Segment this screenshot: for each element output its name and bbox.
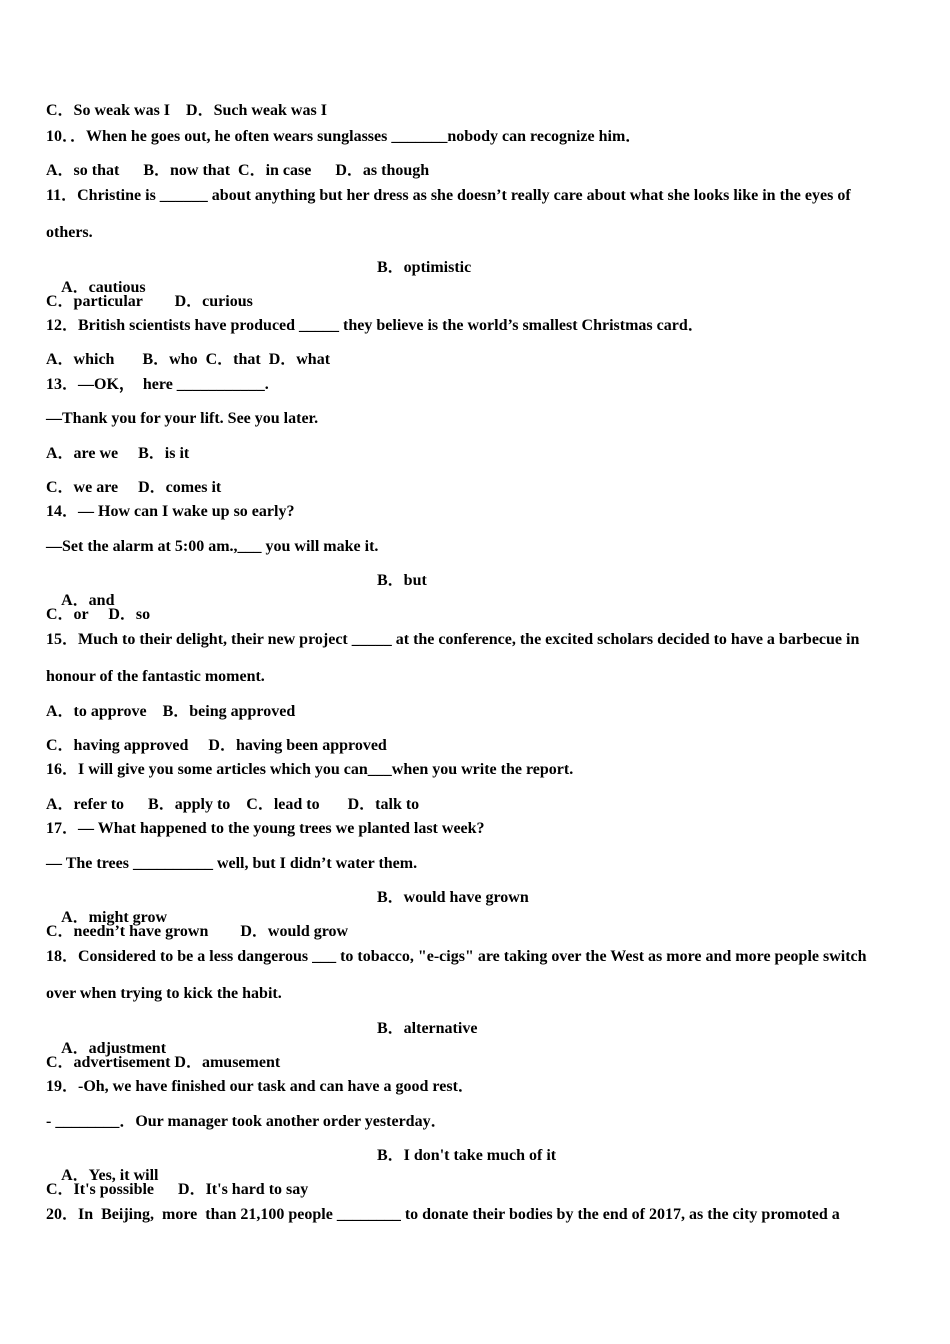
q10-options: A．so that B．now that C．in case D．as though (46, 162, 430, 179)
q14-options-cd: C．or D．so (46, 606, 151, 623)
q14-option-a: A．and (61, 592, 115, 609)
q19-options-cd: C．It's possible D．It's hard to say (46, 1181, 309, 1198)
q13-reply: —Thank you for your lift. See you later. (46, 410, 319, 427)
q16-stem: 16．I will give you some articles which you can___when you write the report. (46, 761, 574, 778)
q15-stem: 15．Much to their delight, their new project _____ at the conference, the excited scholars decided to have a barbecue in (46, 631, 860, 648)
q17-stem: 17．— What happened to the young trees we planted last week? (46, 820, 485, 837)
q13-options-cd: C．we are D．comes it (46, 479, 222, 496)
q11-stem-cont: others. (46, 224, 93, 241)
q10-stem: 10．．When he goes out, he often wears sunglasses _______nobody can recognize him． (46, 128, 642, 145)
q15-options-ab: A．to approve B．being approved (46, 703, 296, 720)
q17-option-b: B．would have grown (377, 889, 529, 906)
q18-option-b: B．alternative (377, 1020, 478, 1037)
q19-stem: 19．-Oh, we have finished our task and can have a good rest． (46, 1078, 474, 1095)
q14-option-b: B．but (377, 572, 427, 589)
q19-option-a: A．Yes, it will (61, 1167, 159, 1184)
q11-option-a: A．cautious (61, 279, 146, 296)
q18-stem: 18．Considered to be a less dangerous ___ to tobacco, "e-cigs" are taking over the West as more and more people switch (46, 948, 867, 965)
q15-stem-cont: honour of the fantastic moment. (46, 668, 265, 685)
q13-stem: 13．—OK， here ___________. (46, 376, 269, 393)
q13-options-ab: A．are we B．is it (46, 445, 190, 462)
q9-options-cd: C．So weak was I D．Such weak was I (46, 102, 327, 119)
q11-stem: 11．Christine is ______ about anything but her dress as she doesn’t really care about what she looks like in the eyes of (46, 187, 851, 204)
q19-option-b: B．I don't take much of it (377, 1147, 557, 1164)
q18-options-cd: C．advertisement D．amusement (46, 1054, 281, 1071)
q11-option-b: B．optimistic (377, 259, 472, 276)
q18-option-a: A．adjustment (61, 1040, 167, 1057)
q18-stem-cont: over when trying to kick the habit. (46, 985, 282, 1002)
q17-reply: — The trees __________ well, but I didn’t water them. (46, 855, 418, 872)
q17-option-a: A．might grow (61, 909, 168, 926)
q20-stem: 20．In Beijing, more than 21,100 people ________ to donate their bodies by the end of 2017, as the city promoted a (46, 1206, 840, 1223)
q12-options: A．which B．who C．that D．what (46, 351, 331, 368)
q15-options-cd: C．having approved D．having been approved (46, 737, 387, 754)
q14-reply: —Set the alarm at 5:00 am.,___ you will make it. (46, 538, 379, 555)
q17-options-cd: C．needn’t have grown D．would grow (46, 923, 349, 940)
q19-reply: - ________．Our manager took another order yesterday． (46, 1113, 447, 1130)
q12-stem: 12．British scientists have produced _____ they believe is the world’s smallest Christmas card． (46, 317, 704, 334)
q16-options: A．refer to B．apply to C．lead to D．talk to (46, 796, 420, 813)
q11-options-cd: C．particular D．curious (46, 293, 253, 310)
q14-stem: 14．— How can I wake up so early? (46, 503, 295, 520)
